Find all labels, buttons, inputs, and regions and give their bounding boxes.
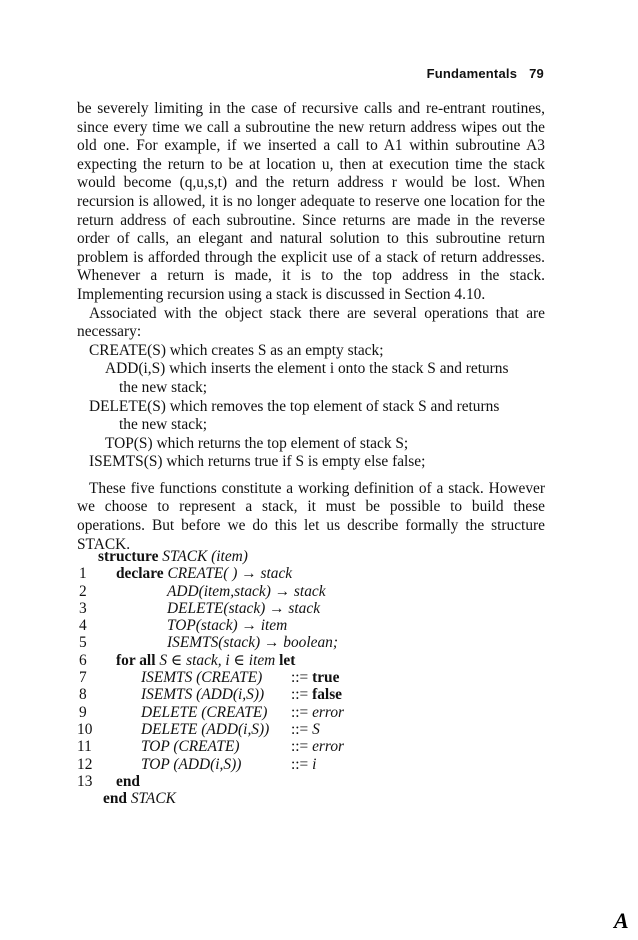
spec-axiom (77, 756, 545, 773)
spec-line (77, 652, 545, 669)
line-number: 1 (79, 565, 87, 583)
operation-name: ADD(i,S) (105, 360, 166, 378)
axiom-rhs: S (312, 720, 320, 738)
keyword-end-structure: end (103, 790, 127, 808)
operation-name: CREATE(S) (89, 341, 166, 359)
line-number: 8 (79, 686, 87, 704)
paragraph-recursion: be severely limiting in the case of recursive calls and re-entrant routines, since every time we call a subroutine the new return address wipes out the old one. For example, if we inserted a call to A1 within subroutine A3 expecting the return to be at location u, then at execution time the stack would become (q,u,s,t) and the return address r would be lost. When recursion is allowed, it is no longer adequate to reserve one location for the return address of each subroutine. Since returns are made in the reverse order of calls, an elegant and natural solution to this subroutine return problem is afforded through the explicit use of a stack of return addresses. Whenever a return is made, it is to the top address in the stack. Implementing recursion using a stack is discussed in Section 4.10. (77, 100, 545, 303)
axiom-lhs: DELETE (ADD(i,S)) (141, 720, 270, 738)
operation-top (77, 435, 545, 454)
operation-description: which creates S as an empty stack; (165, 341, 384, 359)
line-number: 4 (79, 617, 87, 635)
line-number: 12 (77, 755, 93, 773)
line-number: 7 (79, 669, 87, 687)
line-number: 10 (77, 720, 93, 738)
spec-axiom (77, 721, 545, 738)
spec-axiom (77, 704, 545, 721)
operation-name: DELETE(S) (89, 397, 166, 415)
axiom-operator: ::= (291, 686, 309, 704)
keyword-declare: declare (116, 565, 164, 583)
axiom-lhs: ISEMTS (CREATE) (141, 669, 263, 687)
axiom-lhs: TOP (CREATE) (141, 738, 240, 756)
spec-line (77, 634, 545, 651)
axiom-rhs: error (312, 738, 345, 756)
line-number: 9 (79, 703, 87, 721)
spec-axiom (77, 686, 545, 703)
axiom-operator: ::= (291, 703, 309, 721)
spec-line (77, 600, 545, 617)
paragraph-definition: These five functions constitute a working definition of a stack. However we choose to represent a stack, it must be possible to build these operations. But before we do this let us describe formally the structure STACK. (77, 479, 545, 553)
operation-description: which removes the top element of stack S and returns (165, 397, 500, 415)
signature: CREATE( ) → stack (167, 565, 293, 583)
operation-add (77, 360, 545, 397)
operation-continuation: the new stack; (119, 416, 208, 434)
operations-list (77, 342, 545, 472)
axiom-operator: ::= (291, 738, 309, 756)
signature: ISEMTS(stack) → boolean; (167, 634, 338, 652)
signature: DELETE(stack) → stack (167, 599, 321, 617)
spec-line (77, 565, 545, 582)
axiom-operator: ::= (291, 720, 309, 738)
operation-create (77, 342, 545, 361)
axiom-rhs: true (312, 669, 340, 687)
spec-line (77, 773, 545, 790)
operation-name: ISEMTS(S) (89, 453, 163, 471)
line-number: 5 (79, 634, 87, 652)
signature: TOP(stack) → item (167, 617, 288, 635)
keyword-end: end (116, 772, 140, 790)
signature: ADD(item,stack) → stack (167, 582, 326, 600)
operation-isemts (77, 453, 545, 472)
axiom-lhs: DELETE (CREATE) (141, 703, 268, 721)
quantifier: S ∈ stack, i ∈ item (159, 651, 276, 669)
keyword-let: let (279, 651, 296, 669)
axiom-rhs: i (312, 755, 317, 773)
line-number: 2 (79, 582, 87, 600)
structure-end-name: STACK (130, 790, 176, 808)
spacer (77, 472, 545, 480)
spec-line (77, 583, 545, 600)
line-number: 6 (79, 651, 87, 669)
keyword-for-all: for all (116, 651, 156, 669)
structure-name: STACK (item) (162, 548, 248, 565)
spec-axiom (77, 669, 545, 686)
spec-header (77, 548, 545, 565)
operation-description: which inserts the element i onto the stack S and returns (165, 360, 509, 378)
axiom-operator: ::= (291, 755, 309, 773)
corner-mark: A (614, 908, 629, 933)
section-title: Fundamentals (426, 66, 518, 81)
running-head (427, 66, 544, 83)
operation-delete (77, 398, 545, 435)
keyword-structure: structure (98, 548, 159, 565)
body-text (77, 100, 545, 554)
line-number: 13 (77, 772, 93, 790)
line-number: 3 (79, 599, 87, 617)
operation-description: which returns the top element of stack S; (152, 434, 409, 452)
spec-axiom (77, 738, 545, 755)
line-number: 11 (77, 738, 92, 756)
operation-description: which returns true if S is empty else false; (162, 453, 426, 471)
operation-continuation: the new stack; (119, 378, 208, 396)
operation-name: TOP(S) (105, 434, 153, 452)
page-number: 79 (529, 66, 544, 81)
stack-specification (77, 548, 545, 807)
axiom-lhs: ISEMTS (ADD(i,S)) (141, 686, 265, 704)
paragraph-operations-intro: Associated with the object stack there are several operations that are necessary: (77, 304, 545, 341)
spec-footer (77, 790, 545, 807)
axiom-rhs: error (312, 703, 345, 721)
axiom-rhs: false (312, 686, 343, 704)
spec-line (77, 617, 545, 634)
axiom-operator: ::= (291, 669, 309, 687)
axiom-lhs: TOP (ADD(i,S)) (141, 755, 242, 773)
